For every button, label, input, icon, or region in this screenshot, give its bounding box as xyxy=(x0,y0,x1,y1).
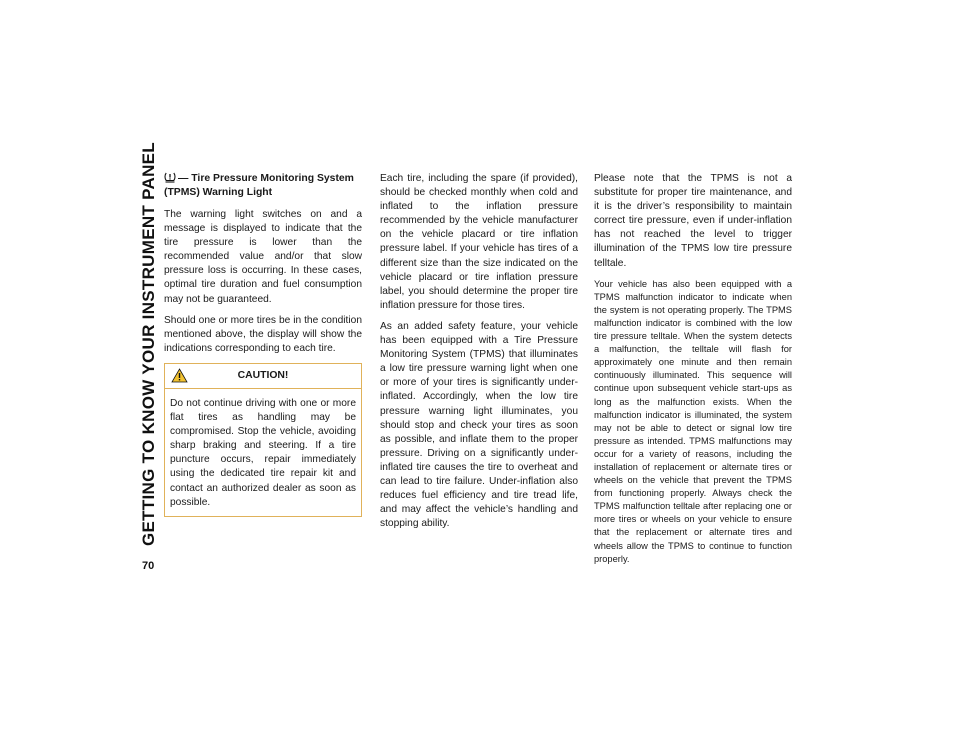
col2-paragraph-2: As an added safety feature, your vehicle has been equipped with a Tire Pressure Monitoring System (TPMS) that illuminates a low tire pressure warning light when one or more of your tires is significantly under-inflated. Accordingly, when the low tire pressure warning light illuminates, you should stop and check your tires as soon as possible, and inflate them to the proper pressure. Driving on a significantly under-inflated tire causes the tire to overheat and can lead to tire failure. Under-inflation also reduces fuel efficiency and tire tread life, and may affect the vehicle’s handling and stopping ability. xyxy=(380,320,578,530)
caution-box xyxy=(164,363,362,517)
caution-title: CAUTION! xyxy=(237,369,289,381)
page-number: 70 xyxy=(142,560,155,572)
col1-paragraph-1: The warning light switches on and a message is displayed to indicate that the tire pressure is lower than the recommended value and/or that slow pressure loss is occurring. In these cases, optimal tire duration and fuel consumption may not be guaranteed. xyxy=(164,209,362,305)
col2-paragraph-1: Each tire, including the spare (if provided), should be checked monthly when cold and inflated to the inflation pressure recommended by the vehicle manufacturer on the vehicle placard or tire inflation pressure label. If your vehicle has tires of a different size than the size indicated on the vehicle placard or tire inflation pressure label, you should determine the proper tire inflation pressure for those tires. xyxy=(380,173,578,311)
heading-text: — Tire Pressure Monitoring System (TPMS) Warning Light xyxy=(164,173,354,198)
column-3 xyxy=(594,172,792,573)
section-side-title: GETTING TO KNOW YOUR INSTRUMENT PANEL xyxy=(139,142,158,546)
col1-paragraph-2: Should one or more tires be in the condition mentioned above, the display will show the indications corresponding to each tire. xyxy=(164,314,362,354)
column-2 xyxy=(380,172,578,538)
caution-header xyxy=(165,364,361,389)
column-1 xyxy=(164,172,362,517)
tpms-warning-icon xyxy=(164,172,176,183)
caution-text: Do not continue driving with one or more flat tires as handling may be compromised. Stop the vehicle, avoiding sharp braking and steering. If a tire puncture occurs, repair immediately using the dedicated tire repair kit and contact an authorized dealer as soon as possible. xyxy=(170,397,356,508)
col3-paragraph-1: Please note that the TPMS is not a substitute for proper tire maintenance, and it is the driver’s responsibility to maintain correct tire pressure, even if under-inflation has not reached the level to trigger illumination of the TPMS low tire pressure telltale. xyxy=(594,173,792,269)
section-heading xyxy=(164,172,362,200)
col3-paragraph-2: Your vehicle has also been equipped with a TPMS malfunction indicator to indicate when the system is not operating properly. The TPMS malfunction indicator is combined with the low tire pressure telltale. When the system detects a malfunction, the telltale will flash for approximately one minute and then remain continuously illuminated. This sequence will continue upon subsequent vehicle start-ups as long as the malfunction exists. When the malfunction indicator is illuminated, the system may not be able to detect or signal low tire pressure as intended. TPMS malfunctions may occur for a variety of reasons, including the installation of replacement or alternate tires or wheels on the vehicle that prevent the TPMS from functioning properly. Always check the TPMS malfunction telltale after replacing one or more tires or wheels on your vehicle to ensure that the replacement or alternate tires and wheels allow the TPMS to continue to function properly. xyxy=(594,278,792,564)
